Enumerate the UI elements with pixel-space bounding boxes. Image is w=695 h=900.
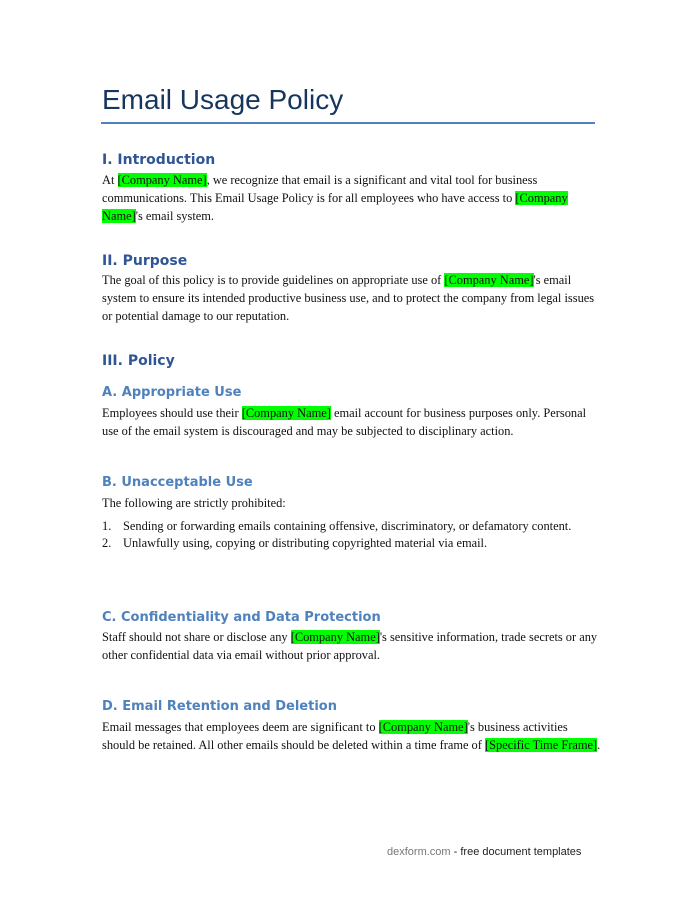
footer-brand-link[interactable]: dexform.com [387,846,451,858]
text: 's email system. [135,209,215,223]
placeholder-company-name: [Company Name] [102,191,568,223]
unacceptable-use-intro: The following are strictly prohibited: [102,496,286,510]
heading-appropriate-use: A. Appropriate Use [102,385,242,400]
list-item [102,518,602,535]
text: The goal of this policy is to provide guidelines on appropriate use of [102,273,445,287]
document-title: Email Usage Policy [102,84,344,115]
list-number: 1. [102,519,112,533]
introduction-paragraph [102,171,602,225]
placeholder-company-name: [Company Name] [444,273,534,287]
text: Email messages that employees deem are significant to [102,720,379,734]
prohibited-list [102,518,602,552]
list-text: Unlawfully using, copying or distributing copyrighted material via email. [123,536,488,550]
text: Staff should not share or disclose any [102,630,291,644]
list-number: 2. [102,536,112,550]
text: email account for business purposes only. Personal use of the email system is discouraged and may be subjected to disciplinary action. [102,406,587,438]
heading-retention: D. Email Retention and Deletion [102,699,337,714]
placeholder-company-name: [Company Name] [117,173,207,187]
purpose-paragraph [102,271,602,325]
heading-introduction: I. Introduction [102,152,216,168]
text: , we recognize that email is a significant and vital tool for business communications. This Email Usage Policy is for all employees who have access to [102,173,538,205]
list-item [102,535,602,552]
heading-policy: III. Policy [102,353,175,369]
heading-purpose: II. Purpose [102,253,188,269]
heading-confidentiality: C. Confidentiality and Data Protection [102,610,381,625]
footer-text: - free document templates [450,846,582,858]
placeholder-company-name: [Company Name] [378,720,468,734]
placeholder-company-name: [Company Name] [290,630,380,644]
text: 's email system to ensure its intended productive business use, and to protect the company from legal issues or potential damage to our reputation. [102,273,595,323]
appropriate-use-paragraph [102,404,602,440]
text: At [102,173,118,187]
heading-unacceptable-use: B. Unacceptable Use [102,475,253,490]
footer [387,846,581,858]
list-text: Sending or forwarding emails containing offensive, discriminatory, or defamatory content. [123,519,572,533]
text: Employees should use their [102,406,242,420]
title-divider [101,122,595,124]
text: 's sensitive information, trade secrets or any other confidential data via email without prior approval. [102,630,598,662]
retention-paragraph [102,718,602,754]
confidentiality-paragraph [102,628,602,664]
placeholder-company-name: [Company Name] [241,406,331,420]
placeholder-time-frame: [Specific Time Frame] [484,738,598,752]
text: . [597,738,601,752]
text: 's business activities should be retained. All other emails should be deleted within a time frame of [102,720,568,752]
